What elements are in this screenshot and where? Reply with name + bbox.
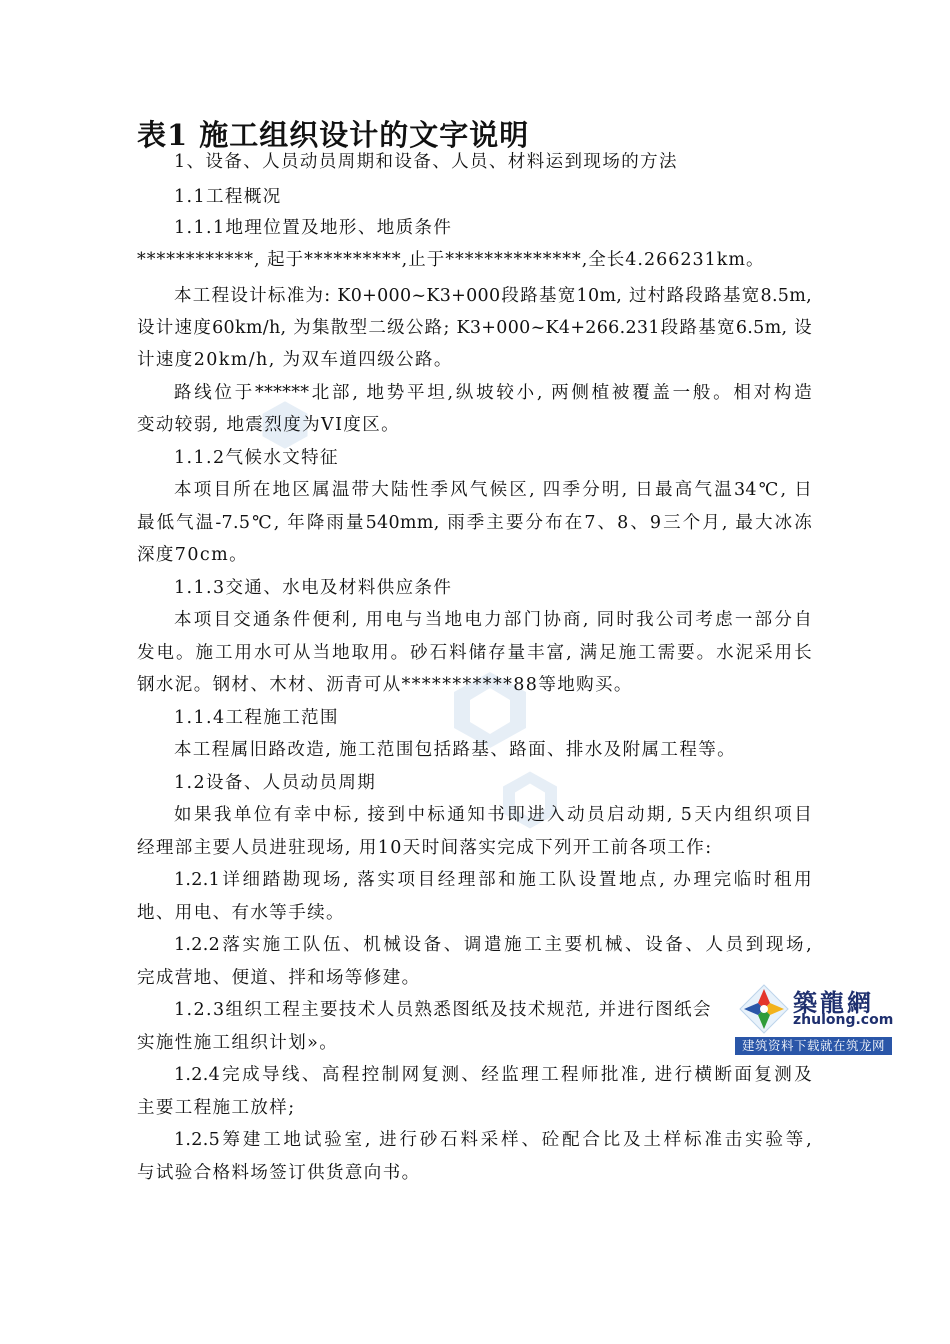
body-text: 实施性施工组织计划»。	[137, 1033, 339, 1053]
section-heading: 1.2设备、人员动员周期	[174, 773, 377, 793]
body-text: ************, 起于**********,止于**************,全长4.266231km。	[137, 250, 765, 270]
body-text: 本项目交通条件便利, 用电与当地电力部门协商, 同时我公司考虑一部分自	[174, 610, 812, 630]
body-text: 1.2.3组织工程主要技术人员熟悉图纸及技术规范, 并进行图纸会	[174, 1000, 712, 1020]
body-text: 完成营地、便道、拌和场等修建。	[137, 968, 421, 988]
body-text: 最低气温-7.5℃, 年降雨量540mm, 雨季主要分布在7、8、9三个月, 最大冰冻	[137, 513, 812, 533]
section-heading: 1.1.3交通、水电及材料供应条件	[174, 578, 453, 598]
zhulong-logo[interactable]	[735, 980, 892, 1055]
logo-domain: zhulong.com	[793, 1012, 894, 1028]
body-text: 1.2.1详细踏勘现场, 落实项目经理部和施工队设置地点, 办理完临时租用	[174, 870, 812, 890]
body-text: 与试验合格料场签订供货意向书。	[137, 1163, 421, 1183]
section-heading: 1.1.1地理位置及地形、地质条件	[174, 218, 453, 238]
body-text: 本工程属旧路改造, 施工范围包括路基、路面、排水及附属工程等。	[174, 740, 737, 760]
body-text: 1.2.5筹建工地试验室, 进行砂石料采样、砼配合比及土样标准击实验等,	[174, 1130, 812, 1150]
section-heading: 1.1.2气候水文特征	[174, 448, 339, 468]
section-heading: 1.1工程概况	[174, 187, 282, 207]
body-text: 设计速度60km/h, 为集散型二级公路; K3+000~K4+266.231段路基宽6.5m, 设	[137, 318, 812, 338]
body-text: 路线位于******北部, 地势平坦,纵坡较小, 两侧植被覆盖一般。相对构造	[174, 383, 812, 403]
body-text: 1.2.2落实施工队伍、机械设备、调遣施工主要机械、设备、人员到现场,	[174, 935, 812, 955]
body-text: 变动较弱, 地震烈度为VI度区。	[137, 415, 401, 435]
logo-panel	[735, 980, 892, 1036]
body-text: 计速度20km/h, 为双车道四级公路。	[137, 350, 453, 370]
body-text: 1.2.4完成导线、高程控制网复测、经监理工程师批准, 进行横断面复测及	[174, 1065, 812, 1085]
logo-slogan: 建筑资料下载就在筑龙网	[735, 1037, 892, 1055]
body-text: 主要工程施工放样;	[137, 1098, 296, 1118]
document-title: 表1 施工组织设计的文字说明	[137, 118, 530, 152]
body-text: 经理部主要人员进驻现场, 用10天时间落实完成下列开工前各项工作:	[137, 838, 713, 858]
section-heading: 1.1.4工程施工范围	[174, 708, 339, 728]
body-text: 地、用电、有水等手续。	[137, 903, 345, 923]
body-text: 钢水泥。钢材、木材、沥青可从***********88等地购买。	[137, 675, 633, 695]
zhulong-emblem-icon	[739, 984, 789, 1034]
body-text: 深度70cm。	[137, 545, 248, 565]
body-text: 本项目所在地区属温带大陆性季风气候区, 四季分明, 日最高气温34℃, 日	[174, 480, 812, 500]
logo-name: 築龍網	[793, 989, 874, 1017]
body-text: 发电。施工用水可从当地取用。砂石料储存量丰富, 满足施工需要。水泥采用长	[137, 643, 812, 663]
body-text: 本工程设计标准为: K0+000~K3+000段路基宽10m, 过村路段路基宽8.5m,	[174, 286, 812, 306]
body-text: 如果我单位有幸中标, 接到中标通知书即进入动员启动期, 5天内组织项目	[174, 805, 812, 825]
section-heading: 1、设备、人员动员周期和设备、人员、材料运到现场的方法	[174, 152, 678, 172]
